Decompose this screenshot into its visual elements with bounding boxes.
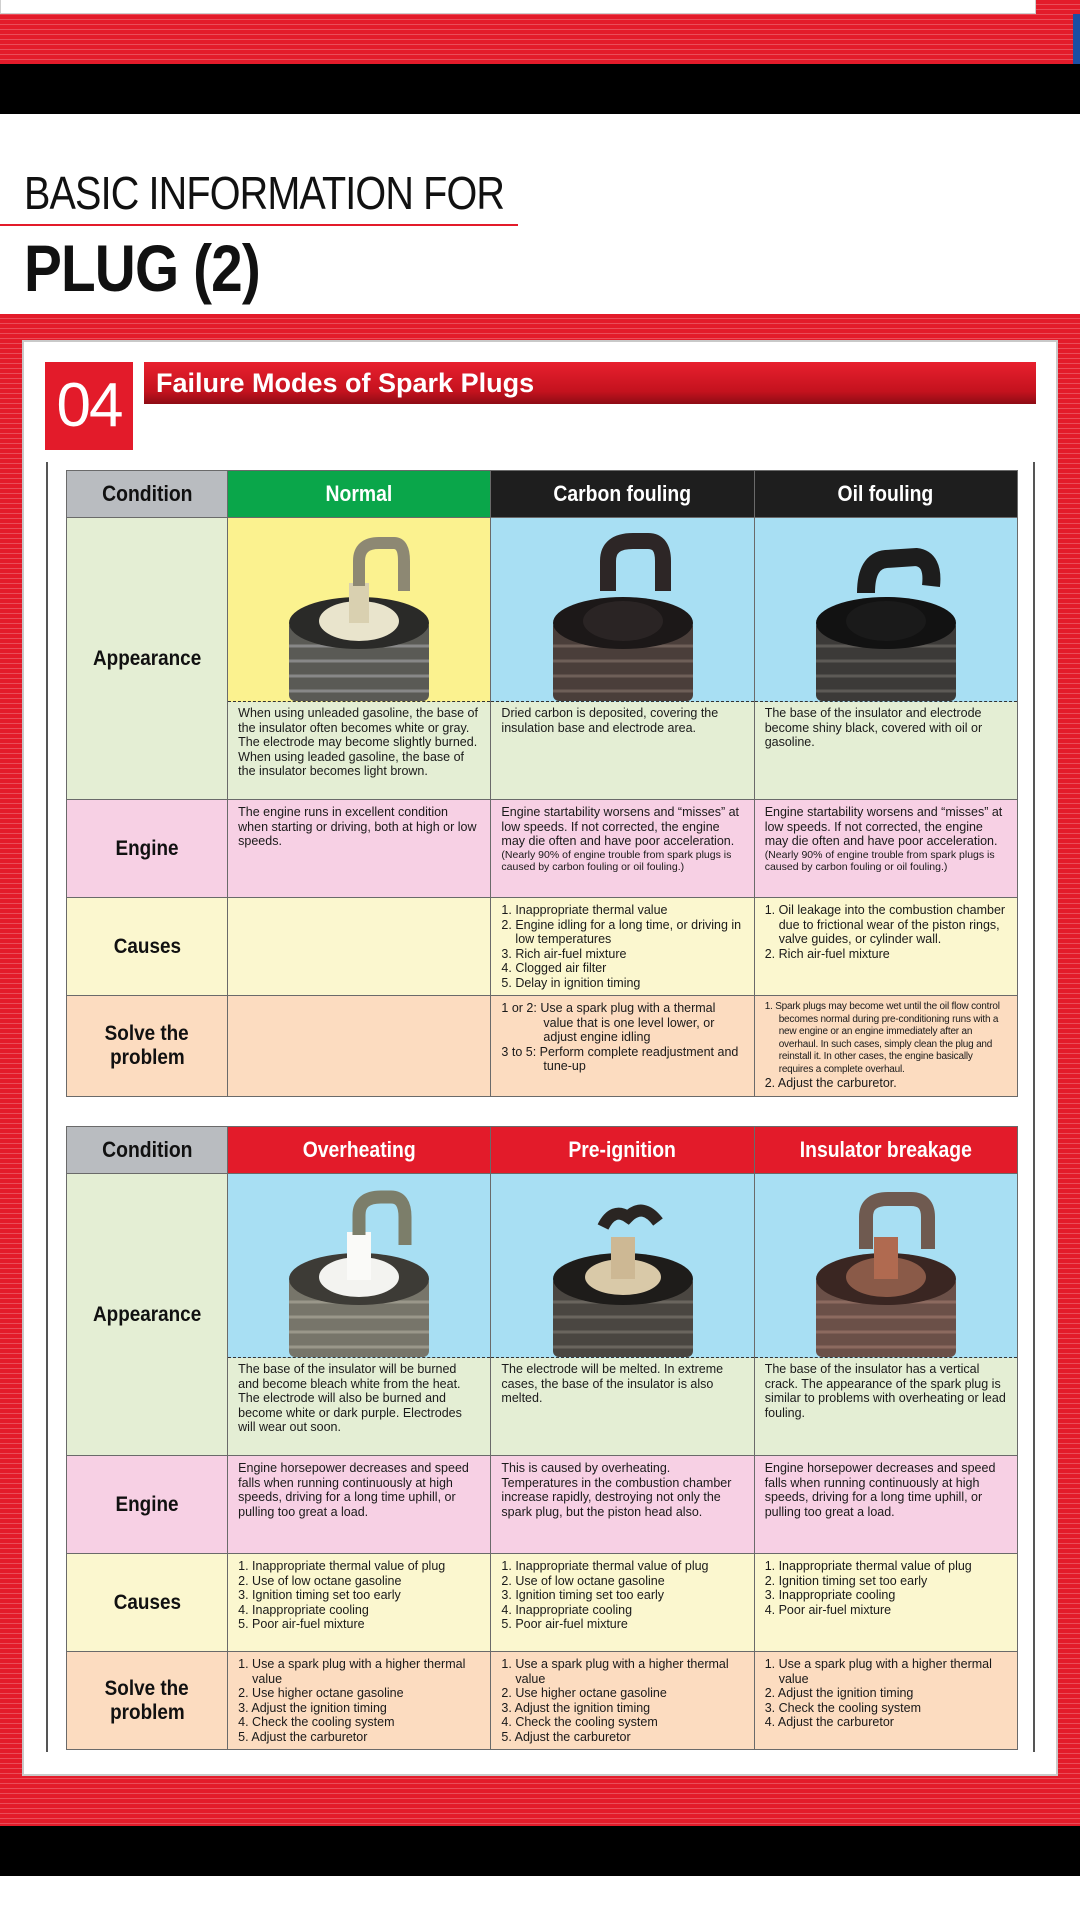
row-label-engine: Engine — [67, 1456, 228, 1554]
appearance-text: The base of the insulator will be burned and become bleach white from the heat. The electrode will also be burned and become white or dark purple. Electrodes will wear out soon. — [238, 1362, 462, 1434]
causes-cell-empty — [228, 898, 491, 996]
condition-header: Condition — [67, 1127, 228, 1174]
spark-plug-photo-normal — [228, 518, 490, 702]
engine-cell — [491, 1456, 754, 1554]
appearance-row — [67, 1174, 1018, 1456]
list-item: 1. Inappropriate thermal value — [501, 903, 668, 917]
list-item: 3. Check the cooling system — [764, 1700, 922, 1715]
engine-text: The engine runs in excellent condition when starting or driving, both at high or low speeds. — [238, 805, 477, 848]
column-header-oil-fouling: Oil fouling — [754, 471, 1017, 518]
spark-plug-photo-pre-ignition — [491, 1174, 753, 1358]
list-item: 4. Poor air-fuel mixture — [764, 1602, 892, 1617]
spark-plug-icon — [796, 1187, 976, 1357]
solve-row — [67, 996, 1018, 1097]
appearance-text: When using unleaded gasoline, the base of the insulator often becomes white or gray. The electrode may become slightly burned. When using leaded gasoline, the base of the insulator becomes light brown. — [238, 706, 478, 778]
row-label-appearance: Appearance — [67, 1174, 228, 1456]
list-item: 3. Ignition timing set too early — [238, 1588, 401, 1602]
engine-cell — [754, 800, 1017, 898]
list-item: 3. Inappropriate cooling — [764, 1588, 896, 1602]
bottom-black-band — [0, 1826, 1080, 1876]
solve-cell — [491, 996, 754, 1097]
row-label-solve: Solve the problem — [67, 996, 228, 1097]
appearance-text: The base of the insulator has a vertical crack. The appearance of the spark plug is similar to problems with overheating or lead fouling. — [764, 1362, 1006, 1420]
list-item: 4. Inappropriate cooling — [501, 1602, 633, 1617]
spark-plug-icon — [533, 531, 713, 701]
appearance-cell — [754, 518, 1017, 800]
list-item: 4. Inappropriate cooling — [238, 1602, 369, 1617]
spark-plug-icon — [796, 531, 976, 701]
list-item: 2. Adjust the ignition timing — [764, 1686, 914, 1700]
appearance-cell — [491, 1174, 754, 1456]
list-item: 1. Oil leakage into the combustion chamber due to frictional wear of the piston rings, valve guides, or cylinder wall. — [764, 903, 1006, 946]
appearance-cell — [228, 1174, 491, 1456]
appearance-cell — [754, 1174, 1017, 1456]
list-item: 5. Adjust the carburetor — [501, 1729, 631, 1744]
column-header-pre-ignition: Pre-ignition — [491, 1127, 754, 1174]
spark-plug-icon — [269, 531, 449, 701]
list-item: 5. Adjust the carburetor — [238, 1729, 368, 1744]
engine-text: Engine startability worsens and “misses” at low speeds. If not corrected, the engine may die often and have poor acceleration. — [501, 805, 740, 848]
list-item: 4. Adjust the carburetor — [764, 1715, 894, 1729]
column-header-insulator-breakage: Insulator breakage — [754, 1127, 1017, 1174]
solve-cell — [491, 1652, 754, 1750]
engine-text: Engine startability worsens and “misses” at low speeds. If not corrected, the engine may die often and have poor acceleration. — [764, 805, 1003, 848]
failure-table-1 — [66, 470, 1018, 1097]
condition-header: Condition — [67, 471, 228, 518]
frame-left-line — [46, 462, 48, 1752]
list-item: 2. Use higher octane gasoline — [238, 1686, 404, 1700]
engine-text: This is caused by overheating. Temperatures in the combustion chamber increase rapidly, destroying not only the spark plug, but the piston head also. — [501, 1461, 732, 1519]
list-item: 5. Poor air-fuel mixture — [501, 1617, 628, 1631]
solve-cell-empty — [228, 996, 491, 1097]
list-item: 1 or 2: Use a spark plug with a thermal value that is one level lower, or adjust engine idling — [501, 1001, 716, 1044]
list-item: 5. Poor air-fuel mixture — [238, 1617, 365, 1631]
engine-text: Engine horsepower decreases and speed falls when running continuously at high speeds, driving for a long time uphill, or pulling too great a load. — [764, 1461, 996, 1519]
column-header-overheating: Overheating — [228, 1127, 491, 1174]
engine-text: Engine horsepower decreases and speed falls when running continuously at high speeds, driving for a long time uphill, or pulling too great a load. — [238, 1461, 469, 1519]
appearance-text: Dried carbon is deposited, covering the insulation base and electrode area. — [501, 706, 719, 735]
causes-row — [67, 1554, 1018, 1652]
list-item: 2. Ignition timing set too early — [764, 1573, 928, 1588]
list-item: 3. Ignition timing set too early — [501, 1588, 665, 1602]
list-item: 1. Use a spark plug with a higher thermal value — [238, 1657, 466, 1686]
engine-row — [67, 1456, 1018, 1554]
row-label-causes: Causes — [67, 1554, 228, 1652]
appearance-cell — [491, 518, 754, 800]
column-header-normal: Normal — [228, 471, 491, 518]
spark-plug-icon — [269, 1187, 449, 1357]
column-header-carbon-fouling: Carbon fouling — [491, 471, 754, 518]
causes-row — [67, 898, 1018, 996]
section-title: Failure Modes of Spark Plugs — [156, 368, 535, 398]
list-item: 4. Clogged air filter — [501, 961, 607, 975]
spark-plug-photo-oil-fouling — [755, 518, 1017, 702]
spark-plug-photo-carbon-fouling — [491, 518, 753, 702]
appearance-text: The base of the insulator and electrode become shiny black, covered with oil or gasoline. — [764, 706, 983, 749]
heading-rule — [0, 224, 518, 226]
failure-table-2 — [66, 1126, 1018, 1750]
list-item: 3. Adjust the ignition timing — [238, 1700, 387, 1715]
spark-plug-photo-overheating — [228, 1174, 490, 1358]
solve-cell — [228, 1652, 491, 1750]
list-item: 1. Inappropriate thermal value of plug — [764, 1559, 972, 1573]
engine-cell — [228, 1456, 491, 1554]
list-item: 2. Use of low octane gasoline — [238, 1573, 402, 1588]
list-item: 3 to 5: Perform complete readjustment and tune-up — [501, 1044, 739, 1073]
list-item: 2. Use of low octane gasoline — [501, 1573, 665, 1588]
engine-note: (Nearly 90% of engine trouble from spark plugs is caused by carbon fouling or oil fouling.) — [764, 848, 995, 873]
row-label-appearance: Appearance — [67, 518, 228, 800]
list-item: 1. Inappropriate thermal value of plug — [238, 1559, 446, 1573]
top-white-box — [0, 0, 1036, 14]
section-number: 04 — [45, 362, 133, 450]
causes-cell — [754, 898, 1017, 996]
list-item: 4. Check the cooling system — [501, 1715, 658, 1729]
list-item: 5. Delay in ignition timing — [501, 975, 641, 990]
engine-cell — [754, 1456, 1017, 1554]
spark-plug-icon — [533, 1187, 713, 1357]
heading-line-1: BASIC INFORMATION FOR — [24, 167, 505, 219]
list-item: 3. Rich air-fuel mixture — [501, 946, 627, 961]
list-item: 2. Rich air-fuel mixture — [764, 946, 890, 961]
list-item: 1. Spark plugs may become wet until the oil flow control becomes normal during pre-conditioning runs with a new engine or an engine immediately after an overhaul. In such cases, simply clean the plug and reinstall it. In other cases, the engine basically requires a complete overhaul. — [764, 1001, 1000, 1075]
list-item: 1. Inappropriate thermal value of plug — [501, 1559, 709, 1573]
causes-cell — [491, 898, 754, 996]
row-label-causes: Causes — [67, 898, 228, 996]
list-item: 4. Check the cooling system — [238, 1715, 395, 1729]
appearance-cell — [228, 518, 491, 800]
causes-cell — [754, 1554, 1017, 1652]
list-item: 1. Use a spark plug with a higher thermal value — [501, 1657, 729, 1686]
appearance-row — [67, 518, 1018, 800]
page-title: PLUG (2) — [24, 231, 260, 305]
spark-plug-photo-insulator-breakage — [755, 1174, 1017, 1358]
table-header-row — [67, 1127, 1018, 1174]
top-black-band — [0, 64, 1080, 114]
appearance-text: The electrode will be melted. In extreme cases, the base of the insulator is also melted. — [501, 1362, 724, 1405]
solve-row — [67, 1652, 1018, 1750]
solve-cell — [754, 1652, 1017, 1750]
causes-cell — [228, 1554, 491, 1652]
row-label-solve: Solve the problem — [67, 1652, 228, 1750]
row-label-engine: Engine — [67, 800, 228, 898]
engine-cell — [491, 800, 754, 898]
list-item: 2. Engine idling for a long time, or driving in low temperatures — [501, 917, 742, 946]
solve-cell — [754, 996, 1017, 1097]
engine-note: (Nearly 90% of engine trouble from spark plugs is caused by carbon fouling or oil fouling.) — [501, 848, 732, 873]
engine-cell — [228, 800, 491, 898]
list-item: 2. Adjust the carburetor. — [764, 1076, 897, 1090]
frame-right-line — [1033, 462, 1035, 1752]
list-item: 2. Use higher octane gasoline — [501, 1686, 667, 1700]
engine-row — [67, 800, 1018, 898]
top-blue-edge — [1073, 14, 1080, 64]
list-item: 1. Use a spark plug with a higher thermal value — [764, 1657, 992, 1686]
causes-cell — [491, 1554, 754, 1652]
table-header-row — [67, 471, 1018, 518]
list-item: 3. Adjust the ignition timing — [501, 1700, 651, 1715]
